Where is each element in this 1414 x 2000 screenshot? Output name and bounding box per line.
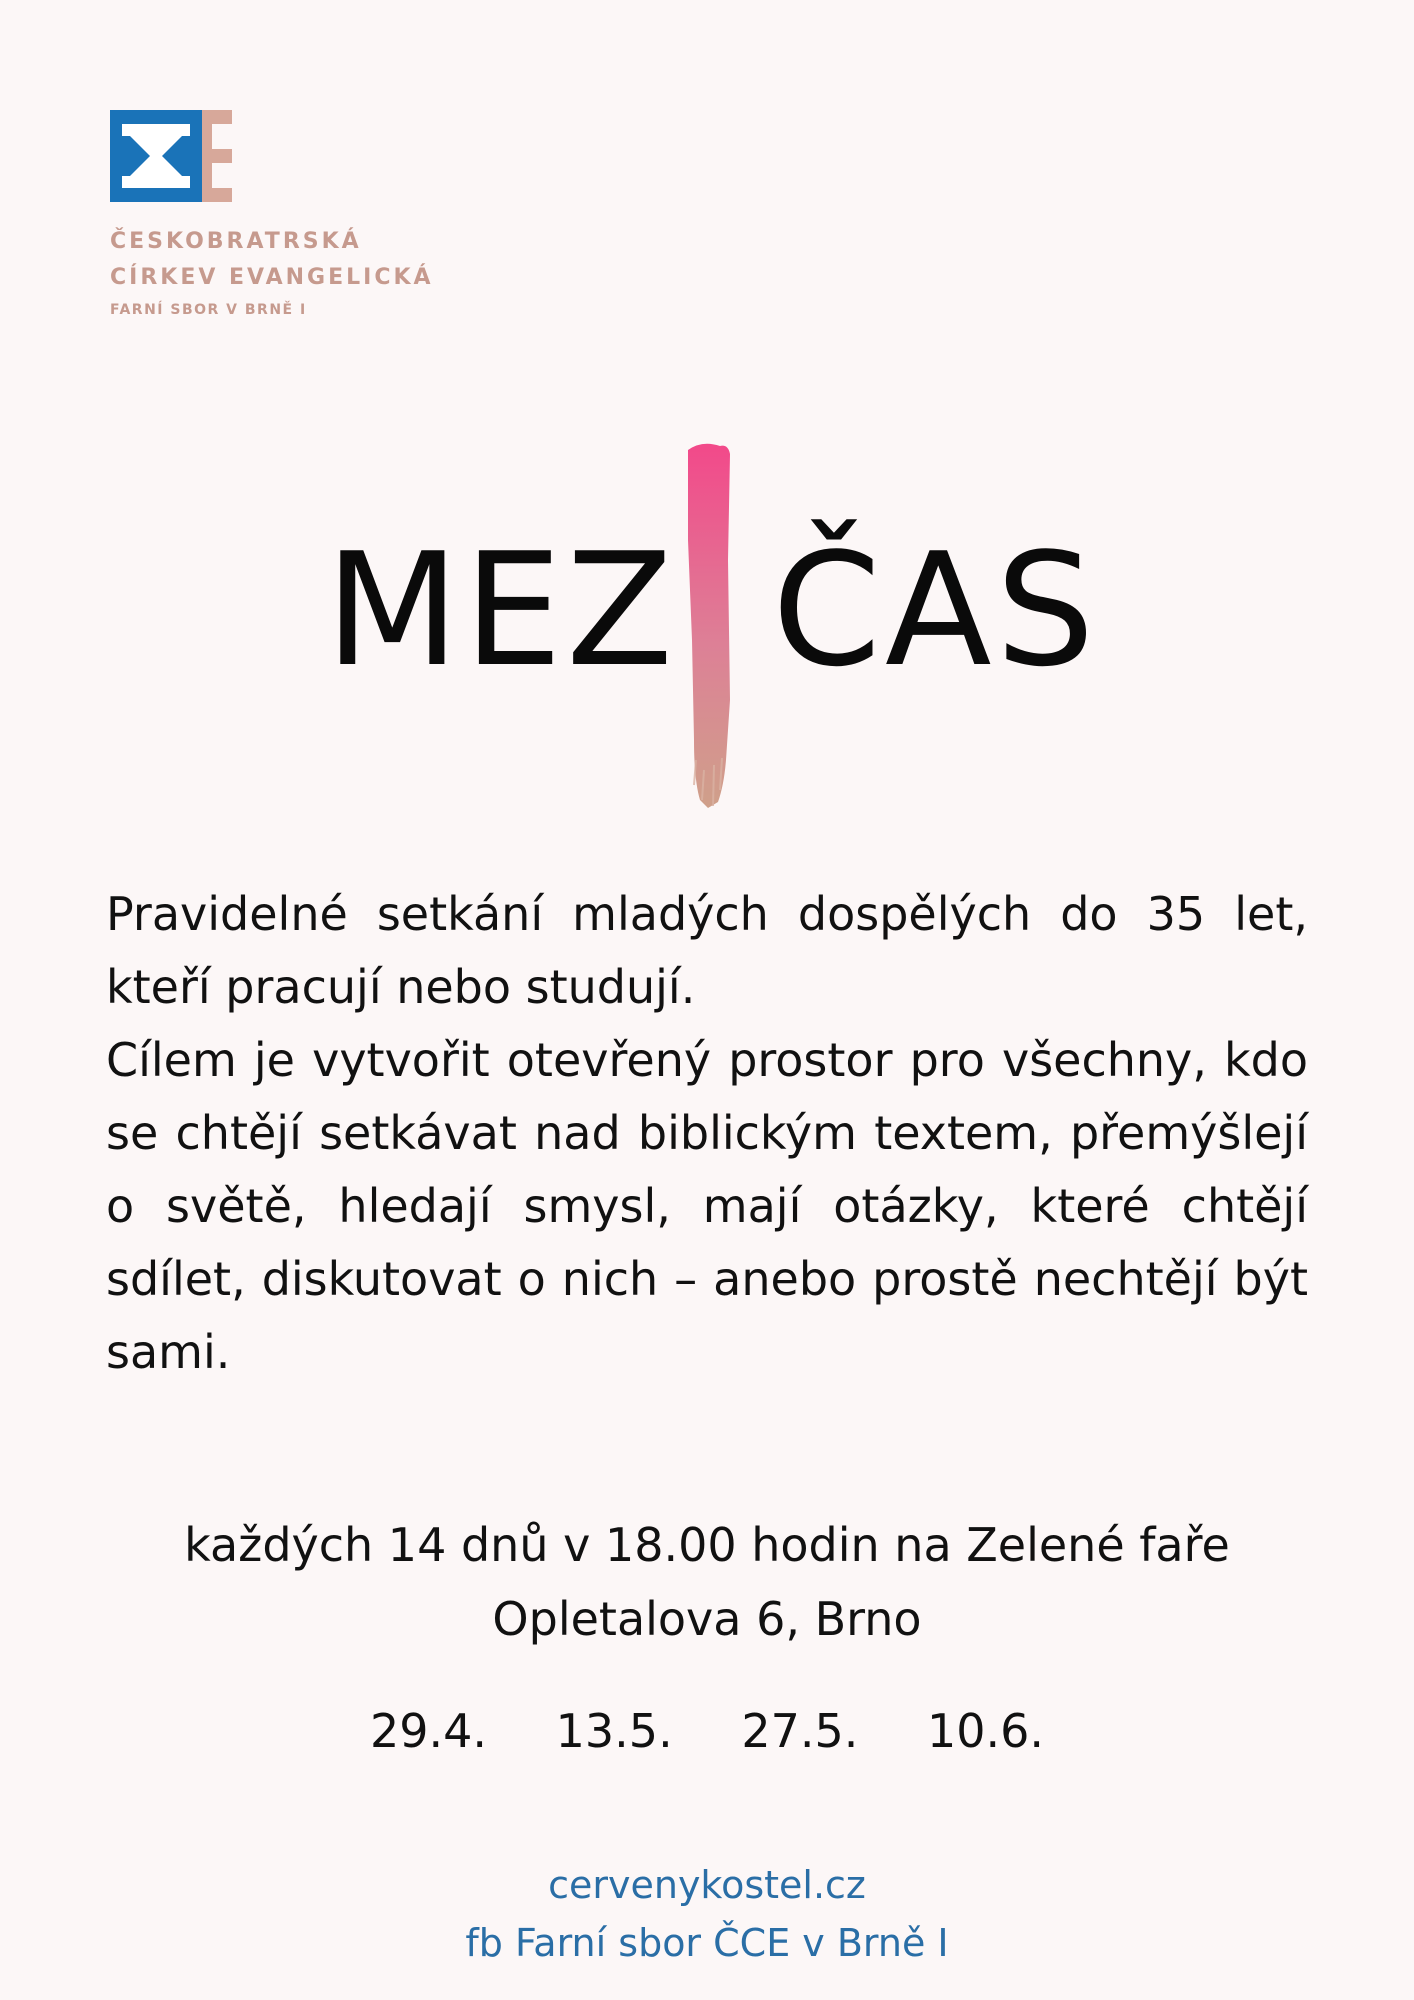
schedule-address: Opletalova 6, Brno (492, 1592, 922, 1646)
date-item: 29.4. (369, 1704, 488, 1758)
event-dates (0, 1694, 1414, 1768)
church-name (110, 224, 490, 324)
title-part-left: MEZ (325, 519, 678, 701)
schedule-frequency: každých 14 dnů v 18.00 hodin na Zelené faře (184, 1518, 1230, 1572)
description-paragraph-1: Pravidelné setkání mladých dospělých do 35 let, kteří pracují nebo studují. (106, 887, 1308, 1014)
parish-name: FARNÍ SBOR V BRNĚ I (110, 302, 307, 318)
footer-links (0, 1856, 1414, 1972)
date-item: 10.6. (926, 1704, 1045, 1758)
logo-e-letter (202, 110, 232, 202)
facebook-link[interactable]: fb Farní sbor ČCE v Brně I (465, 1921, 949, 1965)
church-logo-mark (110, 110, 232, 204)
church-logo (110, 110, 490, 324)
church-name-line2: CÍRKEV EVANGELICKÁ (110, 265, 434, 290)
poster-title (0, 440, 1414, 820)
event-schedule (0, 1508, 1414, 1656)
website-link[interactable]: cervenykostel.cz (548, 1863, 866, 1907)
e-letter-icon (202, 110, 232, 202)
logo-blue-square (110, 110, 202, 202)
brush-stroke-icon (680, 440, 736, 810)
description-paragraph-2: Cílem je vytvořit otevřený prostor pro všechny, kdo se chtějí setkávat nad biblickým textem, přemýšlejí o světě, hledají smysl, mají otázky, které chtějí sdílet, diskutovat o nich – anebo prostě nechtějí být sami. (106, 1033, 1308, 1379)
event-description (106, 878, 1308, 1389)
hourglass-icon (110, 110, 202, 202)
date-item: 13.5. (555, 1704, 673, 1758)
church-name-line1: ČESKOBRATRSKÁ (110, 229, 362, 254)
title-part-right: ČAS (772, 519, 1099, 701)
date-item: 27.5. (741, 1704, 859, 1758)
